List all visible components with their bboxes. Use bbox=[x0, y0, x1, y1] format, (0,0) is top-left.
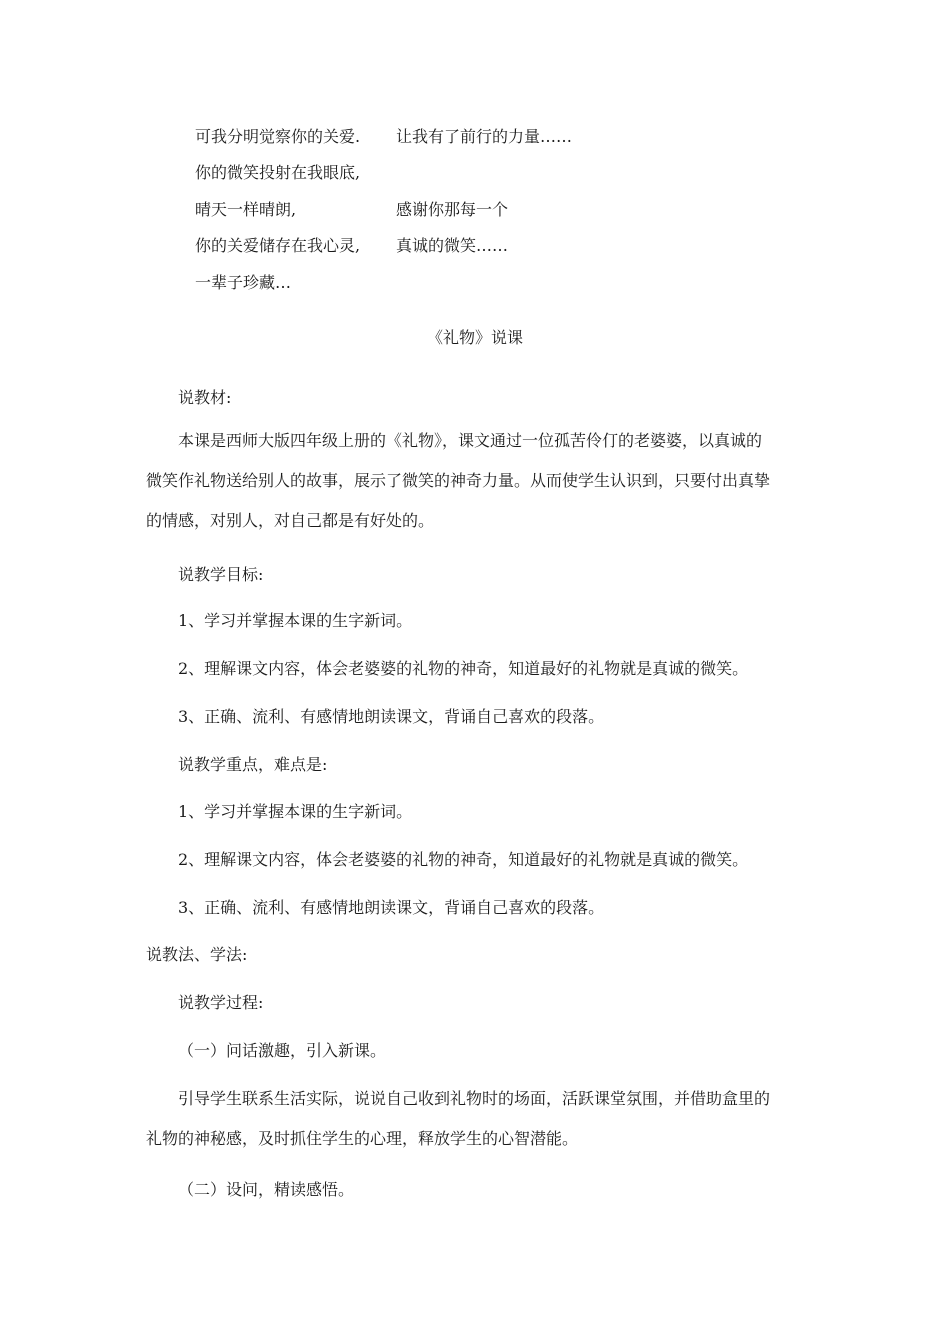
poem-line: 你的微笑投射在我眼底, bbox=[195, 163, 361, 182]
paragraph-line: 本课是西师大版四年级上册的《礼物》，课文通过一位孤苦伶仃的老婆婆，以真诚的 bbox=[178, 431, 763, 450]
poem-line: 可我分明觉察你的关爱. bbox=[195, 127, 361, 146]
step-heading: （一）问话激趣，引入新课。 bbox=[178, 1041, 387, 1060]
poem-line: 真诚的微笑…… bbox=[396, 236, 509, 255]
list-item: 1、学习并掌握本课的生字新词。 bbox=[178, 802, 413, 821]
section-heading: 说教法、学法: bbox=[146, 945, 248, 964]
step-heading: （二）设问，精读感悟。 bbox=[178, 1180, 355, 1199]
section-heading: 说教学过程: bbox=[178, 993, 264, 1012]
poem-line: 让我有了前行的力量…… bbox=[396, 127, 573, 146]
poem-line: 一辈子珍藏… bbox=[195, 273, 292, 292]
page-title: 《礼物》说课 bbox=[426, 328, 523, 347]
section-heading: 说教材: bbox=[178, 388, 232, 407]
paragraph-line: 的情感，对别人，对自己都是有好处的。 bbox=[146, 511, 435, 530]
list-item: 1、学习并掌握本课的生字新词。 bbox=[178, 611, 413, 630]
list-item: 2、理解课文内容，体会老婆婆的礼物的神奇，知道最好的礼物就是真诚的微笑。 bbox=[178, 659, 749, 678]
poem-line: 感谢你那每一个 bbox=[396, 200, 509, 219]
paragraph-line: 礼物的神秘感，及时抓住学生的心理，释放学生的心智潜能。 bbox=[146, 1129, 579, 1148]
poem-line: 你的关爱储存在我心灵, bbox=[195, 236, 361, 255]
paragraph-step1 bbox=[146, 1089, 806, 1169]
section-heading: 说教学目标: bbox=[178, 565, 264, 584]
paragraph-line: 引导学生联系生活实际，说说自己收到礼物时的场面，活跃课堂氛围，并借助盒里的 bbox=[178, 1089, 771, 1108]
paragraph-line: 微笑作礼物送给别人的故事，展示了微笑的神奇力量。从而使学生认识到，只要付出真挚 bbox=[146, 471, 771, 490]
section-heading: 说教学重点，难点是: bbox=[178, 755, 328, 774]
list-item: 3、正确、流利、有感情地朗读课文，背诵自己喜欢的段落。 bbox=[178, 707, 605, 726]
list-item: 3、正确、流利、有感情地朗读课文，背诵自己喜欢的段落。 bbox=[178, 898, 605, 917]
paragraph-material bbox=[146, 431, 806, 551]
list-item: 2、理解课文内容，体会老婆婆的礼物的神奇，知道最好的礼物就是真诚的微笑。 bbox=[178, 850, 749, 869]
poem-line: 晴天一样晴朗, bbox=[195, 200, 297, 219]
